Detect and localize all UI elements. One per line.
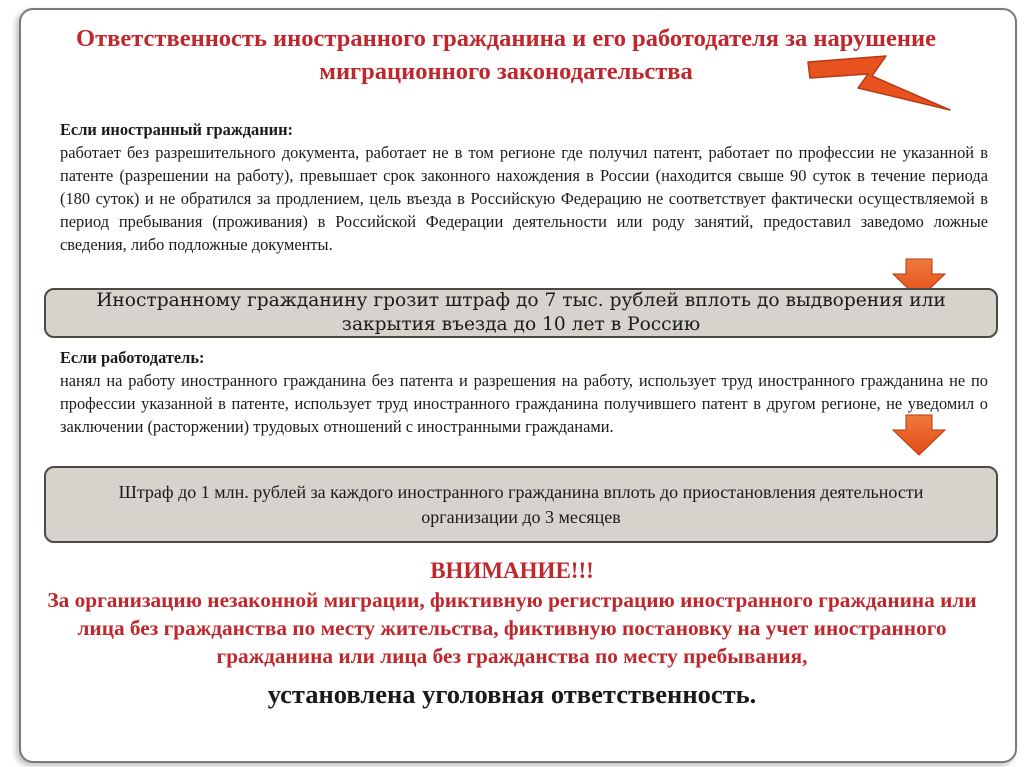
slide-title: Ответственность иностранного гражданина и его работодателя за нарушение миграционного законодательства — [76, 25, 936, 85]
down-arrow-icon — [892, 414, 946, 456]
employer-lead: Если работодатель: — [60, 348, 205, 367]
lightning-bolt-icon — [806, 52, 952, 112]
employer-text: нанял на работу иностранного гражданина без патента и разрешения на работу, использует труд иностранного гражданина не по профессии указанной в патенте, использует труд иностранного гражданина получившего патент в другом регионе, не уведомил о заключении (расторжении) трудовых отношений с иностранными гражданами. — [60, 371, 988, 436]
attention-body: За организацию незаконной миграции, фиктивную регистрацию иностранного гражданина или лица без гражданства по месту жительства, фиктивную постановку на учет иностранного гражданина или лица без гражданства по месту пребывания, — [47, 588, 977, 668]
attention-heading: ВНИМАНИЕ!!! — [430, 558, 594, 583]
foreigner-lead: Если иностранный гражданин: — [60, 120, 294, 139]
foreigner-violations — [60, 118, 988, 256]
employer-violations — [60, 346, 988, 438]
employer-penalty-box — [44, 466, 998, 543]
foreigner-penalty-text: Иностранному гражданину грозит штраф до 7 тыс. рублей вплоть до выдворения или закрытия въезда до 10 лет в Россию — [96, 290, 946, 335]
foreigner-penalty-box — [44, 288, 998, 338]
employer-penalty-text: Штраф до 1 млн. рублей за каждого иностранного гражданина вплоть до приостановления деятельности организации до 3 месяцев — [118, 481, 924, 527]
foreigner-text: работает без разрешительного документа, работает не в том регионе где получил патент, работает по профессии не указанной в патенте (разрешении на работу), превышает срок законного нахождения в России (находится свыше 90 суток в течение периода (180 суток) и не обратился за продлением, цель въезда в Российскую Федерацию не соответствует фактически осуществляемой в период пребывания (проживания) в Российской Федерации деятельности или роду занятий, предоставил заведомо ложные сведения, либо подложные документы. — [60, 143, 988, 254]
attention-block — [40, 556, 984, 714]
attention-final: установлена уголовная ответственность. — [267, 679, 757, 709]
